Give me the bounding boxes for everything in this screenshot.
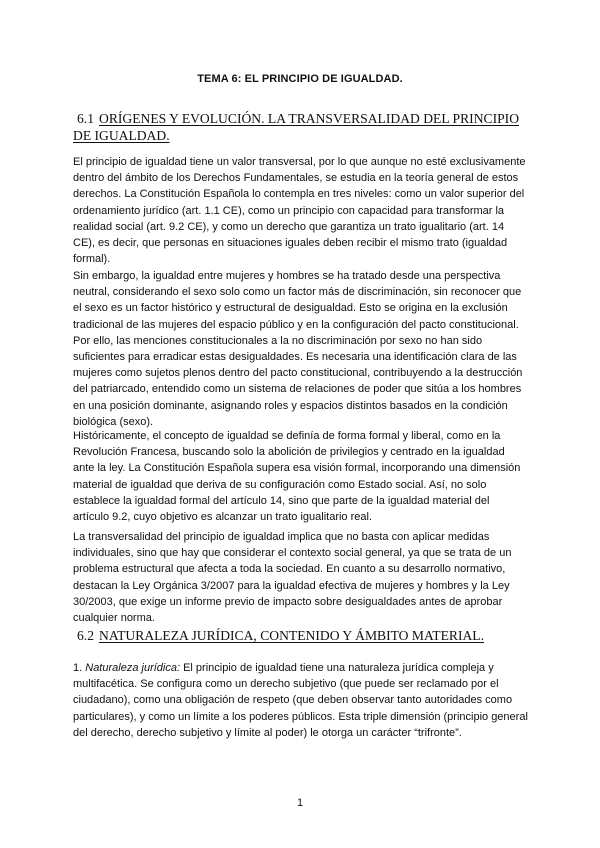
item-label: Naturaleza jurídica: [85,662,181,674]
paragraph: El principio de igualdad tiene un valor transversal, por lo que aunque no esté exclusivamente dentro del ámbito de los Derechos Fundamentales, se estudia en la teoría general de estos derechos. La Constitución Española lo contempla en tres niveles: como un valor superior del ordenamiento jurídico (art. 1.1 CE), como un principio con capacidad para transformar la realidad social (art. 9.2 CE), y como un derecho que garantiza un trato igualitario (art. 14 CE), es decir, que personas en situaciones iguales deben recibir el mismo trato (igualdad formal). [73,156,526,266]
section-number: 6.2 [77,628,94,643]
item-prefix: 1. [73,662,83,674]
list-item [73,660,528,741]
section-title: NATURALEZA JURÍDICA, CONTENIDO Y ÁMBITO MATERIAL. [99,628,485,643]
section-number: 6.1 [77,111,94,126]
paragraph: Sin embargo, la igualdad entre mujeres y hombres se ha tratado desde una perspectiva neutral, considerando el sexo solo como un factor más de discriminación, sin reconocer que el sexo es un factor histórico y estructural de desigualdad. Esto se origina en la exclusión tradicional de las mujeres del espacio público y en la configuración del pacto constitucional. Por ello, las menciones constitucionales a la no discriminación por sexo no han sido suficientes para erradicar estas desigualdades. Es necesaria una identificación clara de las mujeres como sujetos plenos dentro del pacto constitucional, contribuyendo a la destrucción del patriarcado, entendido como un sistema de relaciones de poder que sitúa a los hombres en una posición dominante, asignando roles y espacios distintos basados en la condición biológica (sexo). [73,270,523,428]
item-text: El principio de igualdad tiene una naturaleza jurídica compleja y multifacética. Se configura como un derecho subjetivo (que puede ser reclamado por el ciudadano), como una obligación de respeto (que deben observar tanto autoridades como particulares), y como un límite a los poderes públicos. Esta triple dimensión (principio general del derecho, derecho subjetivo y límite al poder) le otorga un carácter “trifronte”. [73,662,528,739]
section-heading-6-2 [73,627,528,644]
section-title: ORÍGENES Y EVOLUCIÓN. LA TRANSVERSALIDAD DEL PRINCIPIO DE IGUALDAD. [73,111,520,143]
page-number: 1 [296,797,304,809]
section-heading-6-1 [73,110,528,144]
document-title: TEMA 6: EL PRINCIPIO DE IGUALDAD. [197,73,403,85]
paragraph: La transversalidad del principio de igualdad implica que no basta con aplicar medidas individuales, sino que hay que considerar el contexto social general, ya que se trata de un problema estructural que afecta a toda la sociedad. En cuanto a su desarrollo normativo, destacan la Ley Orgánica 3/2007 para la igualdad efectiva de mujeres y hombres y la Ley 30/2003, que exige un informe previo de impacto sobre desigualdades antes de aprobar cualquier norma. [73,531,512,625]
paragraph: Históricamente, el concepto de igualdad se definía de forma formal y liberal, como en la Revolución Francesa, buscando solo la abolición de privilegios y centrado en la igualdad ante la ley. La Constitución Española supera esa visión formal, incorporando una dimensión material de igualdad que deriva de su configuración como Estado social. Así, no solo establece la igualdad formal del artículo 14, sino que parte de la igualdad material del artículo 9.2, cuyo objetivo es alcanzar un trato igualitario real. [73,430,521,524]
